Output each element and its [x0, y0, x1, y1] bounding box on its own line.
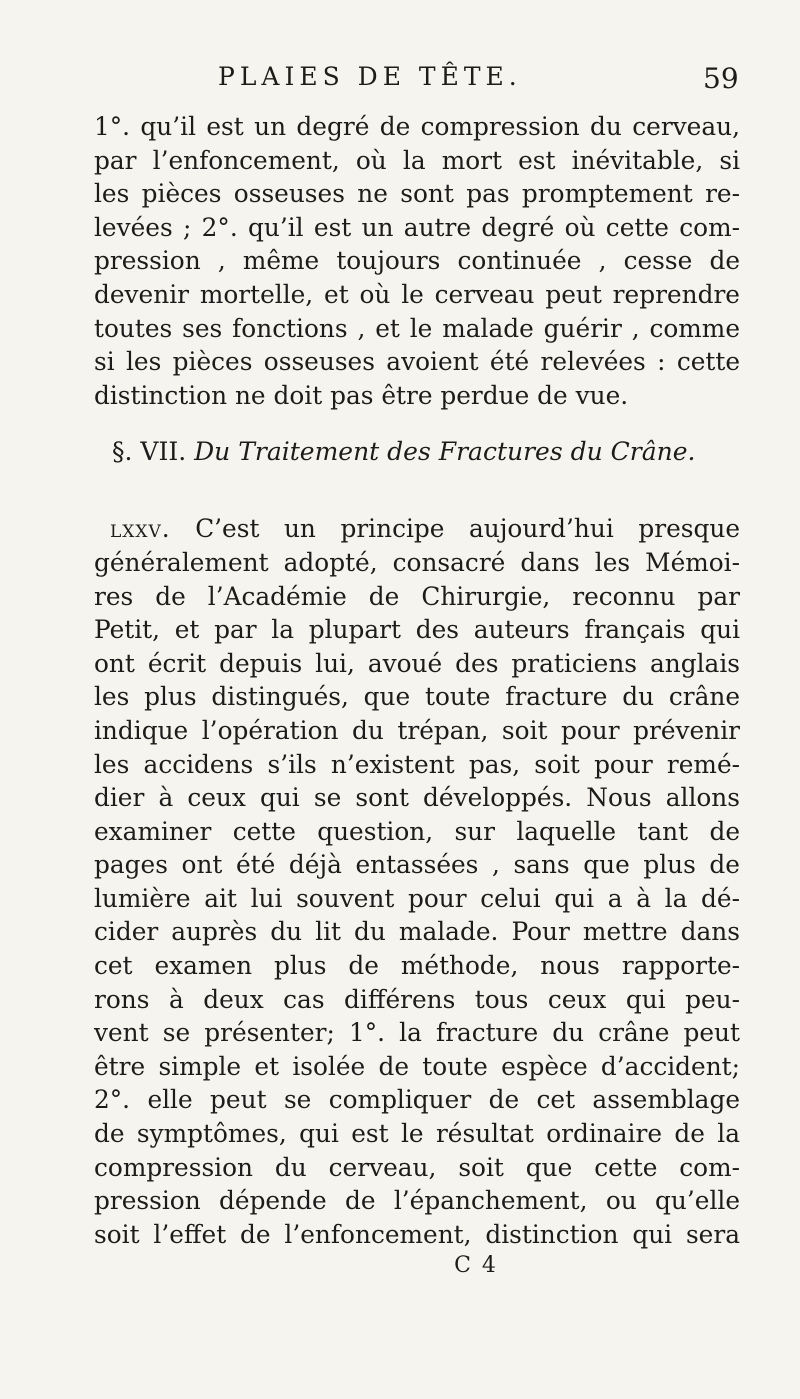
- text-line: examiner cette question, sur laquelle tant de: [94, 816, 740, 846]
- text-line: Petit, et par la plupart des auteurs français qui: [94, 615, 740, 645]
- text-line: ont écrit depuis lui, avoué des praticiens anglais: [94, 648, 740, 678]
- text-line: de symptômes, qui est le résultat ordinaire de la: [94, 1119, 740, 1149]
- paragraph-1: [94, 110, 740, 412]
- text-line-first: [94, 512, 740, 546]
- section-heading: [94, 434, 740, 470]
- section-number: §. VII.: [112, 437, 187, 467]
- text-line: pression dépende de l’épanchement, ou qu’elle: [94, 1186, 740, 1216]
- text-line: res de l’Académie de Chirurgie, reconnu par: [94, 581, 740, 611]
- signature-mark: C 4: [454, 1253, 498, 1279]
- text-line: généralement adopté, consacré dans les Mémoi-: [94, 547, 740, 577]
- text-line: devenir mortelle, et où le cerveau peut reprendre: [94, 279, 740, 309]
- text-line: 1°. qu’il est un degré de compression du cerveau,: [94, 112, 740, 141]
- paragraph-marker: lxxv.: [110, 514, 171, 544]
- text-line: cet examen plus de méthode, nous rapporte-: [94, 951, 740, 981]
- text-line: par l’enfoncement, où la mort est inévitable, si: [94, 145, 740, 175]
- text-line: indique l’opération du trépan, soit pour prévenir: [94, 715, 740, 745]
- text-line: pression , même toujours continuée , cesse de: [94, 246, 740, 276]
- text-line: distinction ne doit pas être perdue de vue.: [94, 380, 629, 410]
- text-line: C’est un principe aujourd’hui presque: [195, 514, 740, 544]
- running-head: PLAIES DE TÊTE.: [218, 62, 522, 91]
- text-line: lumière ait lui souvent pour celui qui a à la dé-: [94, 883, 740, 913]
- text-line: si les pièces osseuses avoient été relevées : cette: [94, 347, 740, 377]
- text-line: toutes ses fonctions , et le malade guérir , comme: [94, 313, 740, 343]
- text-line: les accidens s’ils n’existent pas, soit pour remé-: [94, 749, 740, 779]
- text-line: soit l’effet de l’enfoncement, distinction qui sera: [94, 1219, 740, 1249]
- text-line: les plus distingués, que toute fracture du crâne: [94, 682, 740, 712]
- text-line: dier à ceux qui se sont développés. Nous allons: [94, 783, 740, 813]
- page-number: 59: [703, 62, 739, 95]
- text-line: 2°. elle peut se compliquer de cet assemblage: [94, 1085, 740, 1115]
- text-line: cider auprès du lit du malade. Pour mettre dans: [94, 917, 740, 947]
- body-text: [94, 110, 740, 1281]
- text-line: vent se présenter; 1°. la fracture du crâne peut: [94, 1018, 740, 1048]
- text-line: compression du cerveau, soit que cette com-: [94, 1152, 740, 1182]
- text-line: les pièces osseuses ne sont pas promptement re-: [94, 179, 740, 209]
- section-title: Du Traitement des Fractures du Crâne.: [194, 437, 696, 467]
- text-line: rons à deux cas différens tous ceux qui peu-: [94, 984, 740, 1014]
- paragraph-2: [94, 512, 740, 1251]
- text-line: pages ont été déjà entassées , sans que plus de: [94, 850, 740, 880]
- text-line: levées ; 2°. qu’il est un autre degré où cette com-: [94, 212, 740, 242]
- text-line: être simple et isolée de toute espèce d’accident;: [94, 1051, 740, 1081]
